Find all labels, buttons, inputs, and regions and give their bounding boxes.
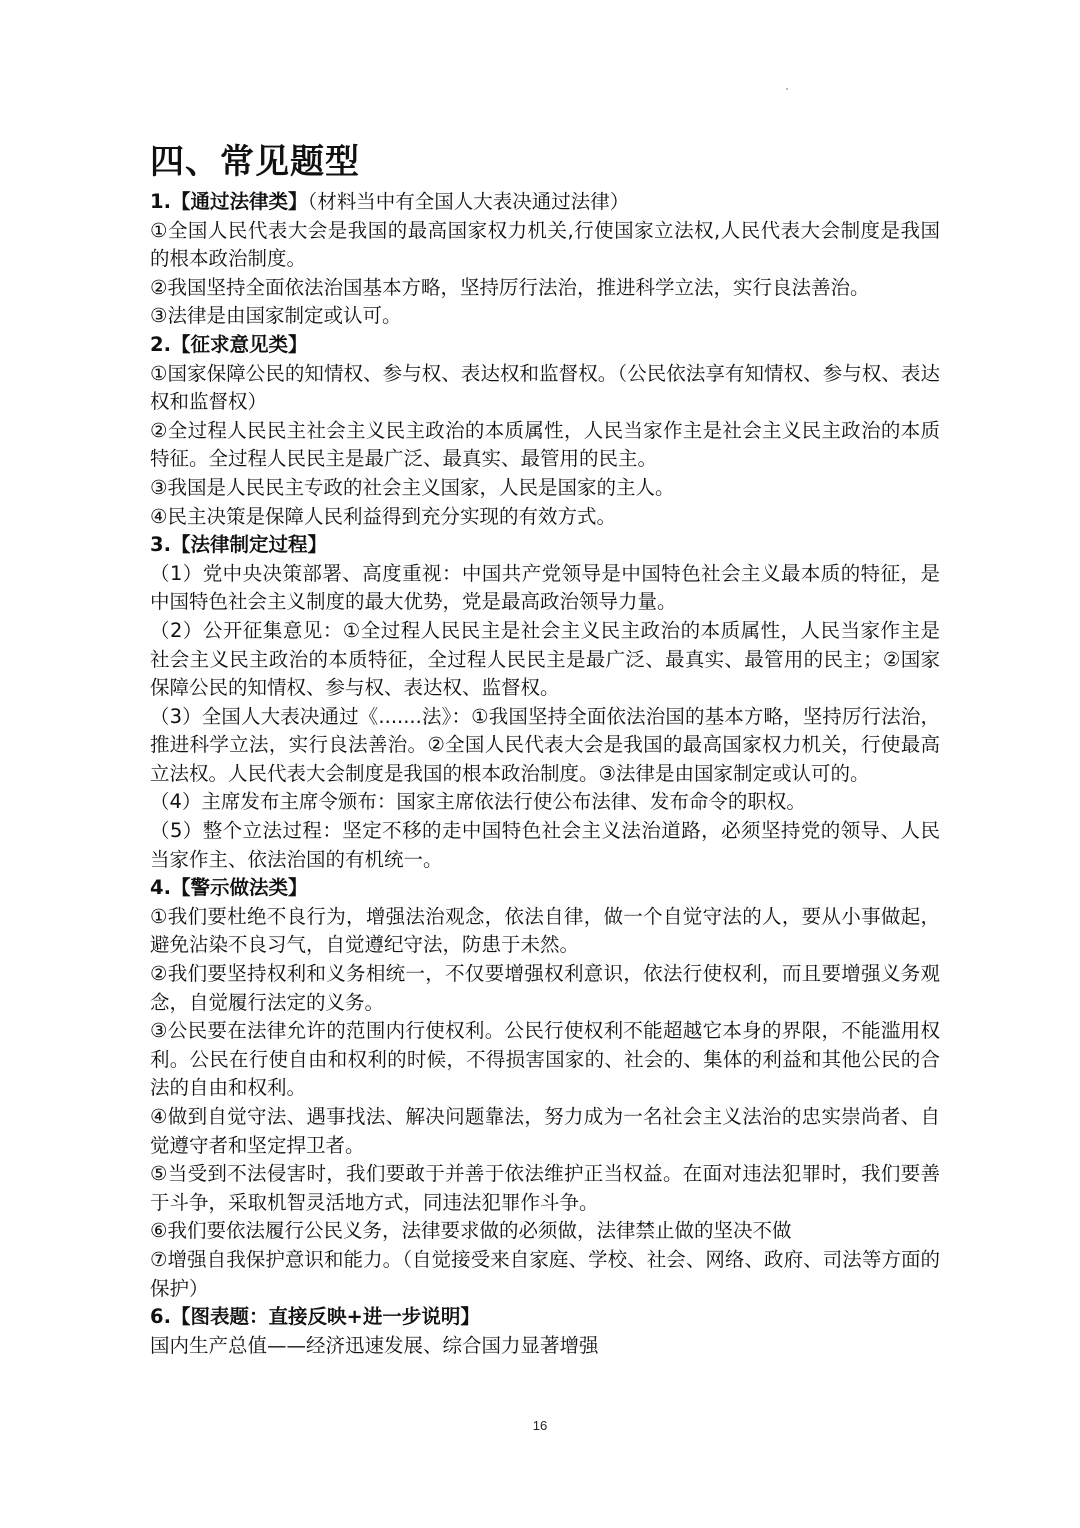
paragraph: ①我们要杜绝不良行为，增强法治观念，依法自律，做一个自觉守法的人，要从小事做起，避免沾染不良习气，自觉遵纪守法，防患于未然。 [150, 904, 940, 957]
section-heading: 3.【法律制定过程】 [150, 533, 327, 557]
paragraph: ⑤当受到不法侵害时，我们要敢于并善于依法维护正当权益。在面对违法犯罪时，我们要善于斗争，采取机智灵活地方式，同违法犯罪作斗争。 [150, 1162, 940, 1214]
paragraph: （5）整个立法过程：坚定不移的走中国特色社会主义法治道路，必须坚持党的领导、人民当家作主、依法治国的有机统一。 [150, 819, 940, 871]
section-heading-note: （材料当中有全国人大表决通过法律） [307, 190, 630, 213]
section-soliciting-opinions [150, 331, 940, 531]
paragraph: 国内生产总值——经济迅速发展、综合国力显著增强 [150, 1333, 599, 1357]
scan-dot [786, 88, 788, 90]
paragraph: ②我们要坚持权利和义务相统一，不仅要增强权利意识，依法行使权利，而且要增强义务观念，自觉履行法定的义务。 [150, 962, 940, 1014]
section-lawmaking-process [150, 531, 940, 874]
section-law-passing [150, 188, 940, 331]
paragraph: ①全国人民代表大会是我国的最高国家权力机关,行使国家立法权,人民代表大会制度是我国的根本政治制度。 [150, 218, 940, 271]
section-heading: 2.【征求意见类】 [150, 332, 308, 356]
paragraph: （2）公开征集意见：①全过程人民民主是社会主义民主政治的本质属性，人民当家作主是社会主义民主政治的本质特征，全过程人民民主是最广泛、最真实、最管用的民主；②国家保障公民的知情权、参与权、表达权、监督权。 [150, 618, 940, 700]
section-warning-practices [150, 874, 940, 1303]
paragraph: ①国家保障公民的知情权、参与权、表达权和监督权。（公民依法享有知情权、参与权、表达权和监督权） [150, 361, 940, 414]
paragraph: ③我国是人民民主专政的社会主义国家，人民是国家的主人。 [150, 475, 675, 499]
section-heading: 4.【警示做法类】 [150, 876, 308, 900]
section-chart-questions [150, 1303, 940, 1360]
paragraph: ②我国坚持全面依法治国基本方略，坚持厉行法治，推进科学立法，实行良法善治。 [150, 275, 870, 299]
paragraph: （1）党中央决策部署、高度重视：中国共产党领导是中国特色社会主义最本质的特征，是中国特色社会主义制度的最大优势，党是最高政治领导力量。 [150, 561, 940, 614]
paragraph: （4）主席发布主席令颁布：国家主席依法行使公布法律、发布命令的职权。 [150, 790, 806, 814]
section-heading: 6.【图表题：直接反映+进一步说明】 [150, 1305, 480, 1329]
paragraph: ②全过程人民民主社会主义民主政治的本质属性，人民当家作主是社会主义民主政治的本质特征。全过程人民民主是最广泛、最真实、最管用的民主。 [150, 418, 940, 471]
document-body [150, 140, 940, 1360]
section-heading-label: 1.【通过法律类】 [150, 190, 308, 213]
paragraph: ④做到自觉守法、遇事找法、解决问题靠法，努力成为一名社会主义法治的忠实崇尚者、自觉遵守者和坚定捍卫者。 [150, 1105, 940, 1157]
paragraph: ③公民要在法律允许的范围内行使权利。公民行使权利不能超越它本身的界限，不能滥用权利。公民在行使自由和权利的时候，不得损害国家的、社会的、集体的利益和其他公民的合法的自由和权利。 [150, 1019, 940, 1100]
paragraph: （3）全国人大表决通过《.......法》：①我国坚持全面依法治国的基本方略，坚持厉行法治，推进科学立法，实行良法善治。②全国人民代表大会是我国的最高国家权力机关，行使最高立法权。人民代表大会制度是我国的根本政治制度。③法律是由国家制定或认可的。 [150, 704, 940, 785]
page-number: 16 [532, 1418, 548, 1433]
paragraph: ⑥我们要依法履行公民义务，法律要求做的必须做，法律禁止做的坚决不做 [150, 1219, 792, 1243]
paragraph: ④民主决策是保障人民利益得到充分实现的有效方式。 [150, 504, 616, 528]
paragraph: ③法律是由国家制定或认可。 [150, 304, 402, 328]
paragraph: ⑦增强自我保护意识和能力。（自觉接受来自家庭、学校、社会、网络、政府、司法等方面的保护） [150, 1247, 940, 1300]
section-heading [150, 188, 940, 217]
page-title: 四、常见题型 [150, 142, 360, 182]
